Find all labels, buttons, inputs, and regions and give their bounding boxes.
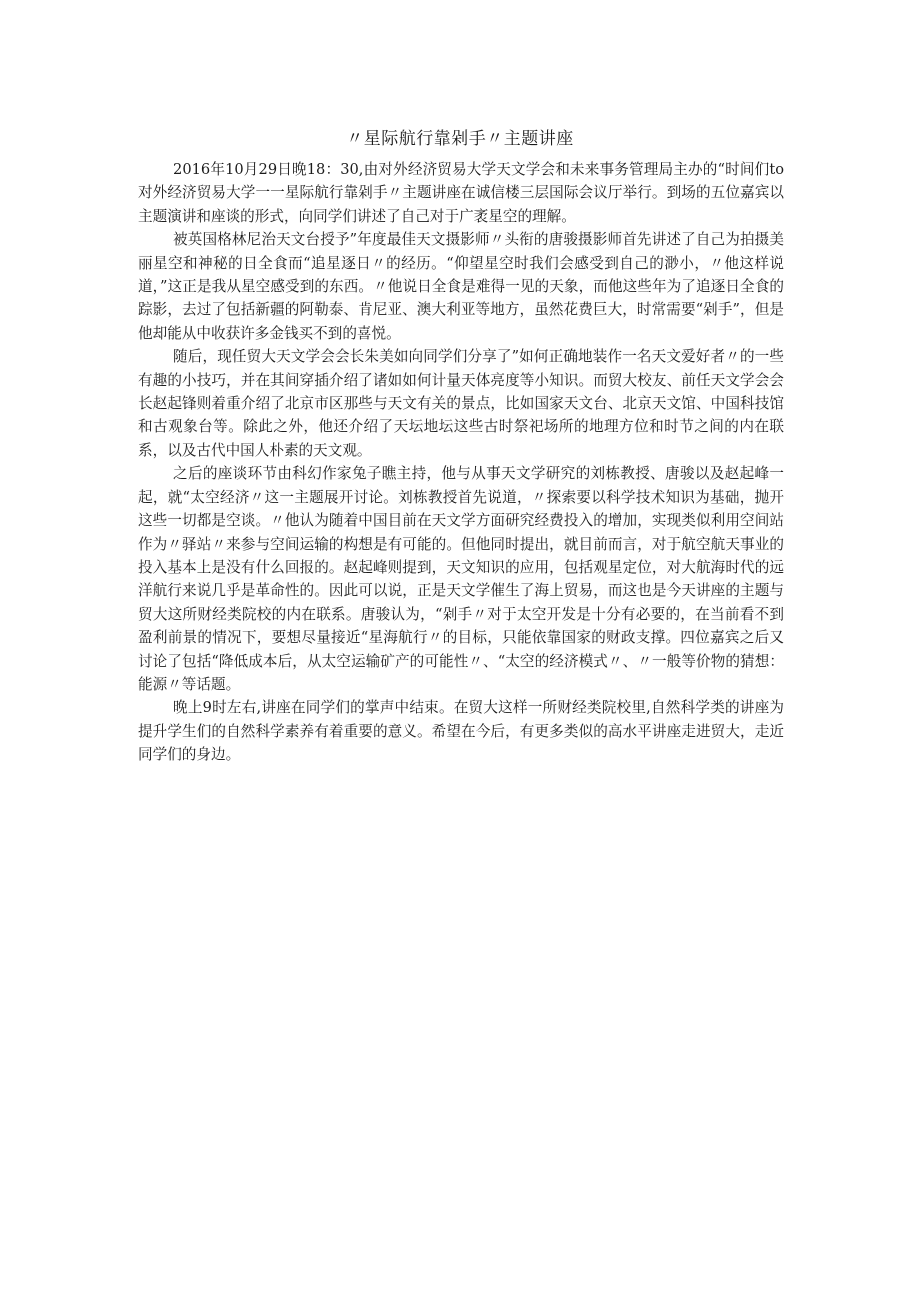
document-title: 〃星际航行靠剁手〃主题讲座 xyxy=(346,129,574,149)
paragraph-panel-discussion: 之后的座谈环节由科幻作家兔子瞧主持，他与从事天文学研究的刘栋教授、唐骏以及赵起峰一起，就“太空经济〃这一主题展开讨论。刘栋教授首先说道，〃探索要以科学技术知识为基础，抛开这些一切都是空谈。〃他认为随着中国目前在天文学方面研究经费投入的增加，实现类似利用空间站作为〃驿站〃来参与空间运输的构想是有可能的。但他同时提出，就目前而言，对于航空航天事业的投入基本上是没有什么回报的。赵起峰则提到，天文知识的应用，包括观星定位，对大航海时代的远洋航行来说几乎是革命性的。因此可以说，正是天文学催生了海上贸易，而这也是今天讲座的主题与贸大这所财经类院校的内在联系。唐骏认为，“剁手〃对于太空开发是十分有必要的，在当前看不到盈利前景的情况下，要想尽量接近“星海航行〃的目标，只能依靠国家的财政支撑。四位嘉宾之后又讨论了包括“降低成本后，从太空运输矿产的可能性〃、“太空的经济模式〃、〃一般等价物的猜想：能源〃等话题。 xyxy=(138,465,784,693)
document-body xyxy=(138,158,784,767)
paragraph-photographer-talk: 被英国格林尼治天文台授予”年度最佳天文摄影师〃头衔的唐骏摄影师首先讲述了自己为拍摄美丽星空和神秘的日全食而“追星逐日〃的经历。“仰望星空时我们会感受到自己的渺小，〃他这样说道，”这正是我从星空感受到的东西。〃他说日全食是难得一见的天象，而他这些年为了追逐日全食的踪影，去过了包括新疆的阿勒泰、肯尼亚、澳大利亚等地方，虽然花费巨大，时常需要“剁手”，但是他却能从中收获许多金钱买不到的喜悦。 xyxy=(138,231,784,342)
paragraph-society-talks: 随后，现任贸大天文学会会长朱美如向同学们分享了”如何正确地装作一名天文爱好者〃的一些有趣的小技巧，并在其间穿插介绍了诸如如何计量天体亮度等小知识。而贸大校友、前任天文学会会长赵起锋则着重介绍了北京市区那些与天文有关的景点，比如国家天文台、北京天文馆、中国科技馆和古观象台等。除此之外，他还介绍了天坛地坛这些古时祭祀场所的地理方位和时节之间的内在联系，以及古代中国人朴素的天文观。 xyxy=(138,348,784,459)
paragraph-conclusion: 晚上9时左右,讲座在同学们的掌声中结束。在贸大这样一所财经类院校里,自然科学类的讲座为提升学生们的自然科学素养有着重要的意义。希望在今后，有更多类似的高水平讲座走进贸大，走近同学们的身边。 xyxy=(138,699,784,764)
paragraph-event-intro: 2016年10月29日晚18：30,由对外经济贸易大学天文学会和未来事务管理局主办的“时间们to对外经济贸易大学一一星际航行靠剁手〃主题讲座在诚信楼三层国际会议厅举行。到场的五位嘉宾以主题演讲和座谈的形式，向同学们讲述了自己对于广袤星空的理解。 xyxy=(138,161,784,225)
